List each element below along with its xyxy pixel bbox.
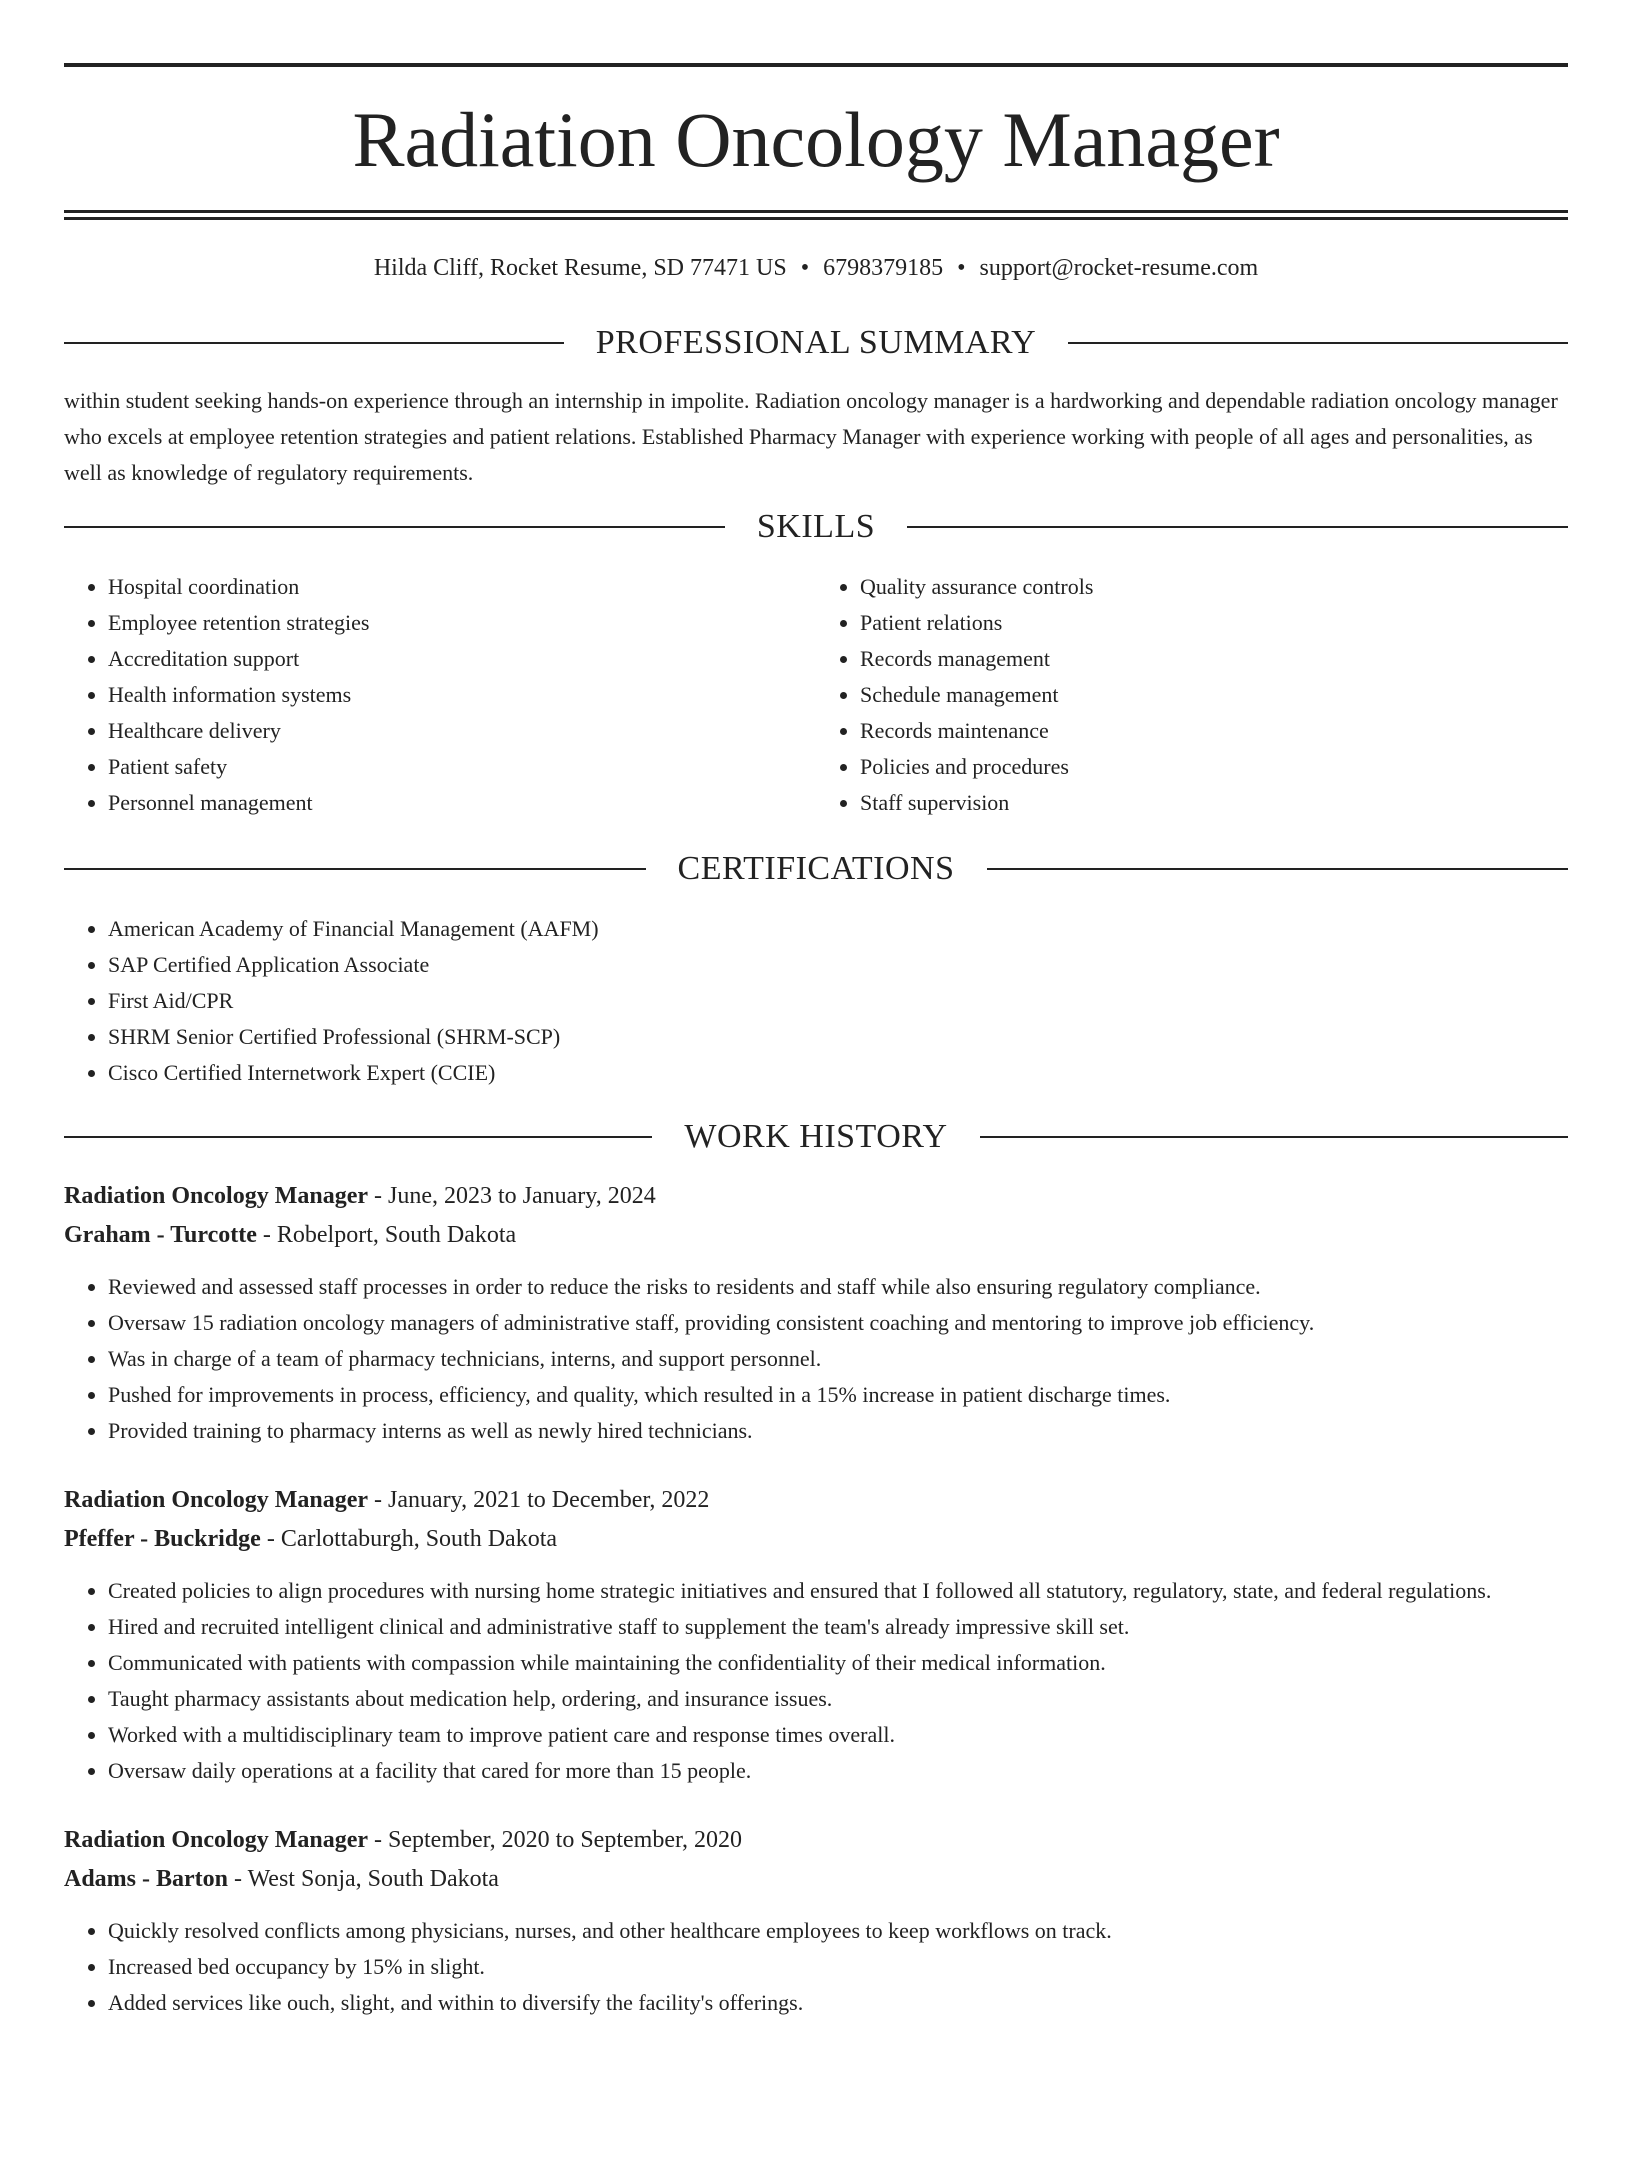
- heading-rule-left: [64, 1136, 652, 1138]
- job-company: Pfeffer - Buckridge: [64, 1526, 261, 1552]
- job-bullet: • Created policies to align procedures with nursing home strategic initiatives and ensured that I followed all statutory, regulatory, state, and federal regulations.: [108, 1573, 1568, 1609]
- job-bullets: [64, 1913, 1568, 2021]
- job-bullet: • Taught pharmacy assistants about medication help, ordering, and insurance issues.: [108, 1681, 1568, 1717]
- skill-item: • Accreditation support: [108, 641, 816, 677]
- skills-heading-label: SKILLS: [756, 508, 876, 545]
- work-history-heading: [64, 1117, 1568, 1157]
- job-company-line: [64, 1520, 1568, 1559]
- job-bullet: • Communicated with patients with compassion while maintaining the confidentiality of their medical information.: [108, 1645, 1568, 1681]
- job-dates: - June, 2023 to January, 2024: [368, 1183, 656, 1209]
- job-title: Radiation Oncology Manager: [64, 1827, 368, 1853]
- contact-line: [64, 253, 1568, 283]
- heading-rule-right: [987, 868, 1569, 870]
- skill-item: • Personnel management: [108, 785, 816, 821]
- job-bullet: • Pushed for improvements in process, efficiency, and quality, which resulted in a 15% increase in patient discharge times.: [108, 1377, 1568, 1413]
- summary-text: within student seeking hands-on experience through an internship in impolite. Radiation oncology manager is a hardworking and dependable radiation oncology manager who excels at employee retention strategies and patient relations. Established Pharmacy Manager with experience working with people of all ages and personalities, as well as knowledge of regulatory requirements.: [64, 388, 1558, 485]
- contact-address: Hilda Cliff, Rocket Resume, SD 77471 US: [373, 255, 787, 281]
- heading-rule-right: [980, 1136, 1568, 1138]
- heading-rule-left: [64, 868, 646, 870]
- job-dates: - September, 2020 to September, 2020: [368, 1827, 743, 1853]
- skill-item: • Policies and procedures: [860, 749, 1568, 785]
- work-history-heading-label: WORK HISTORY: [684, 1118, 948, 1155]
- job-location: - West Sonja, South Dakota: [228, 1866, 499, 1892]
- job-bullet: • Hired and recruited intelligent clinical and administrative staff to supplement the team's already impressive skill set.: [108, 1609, 1568, 1645]
- job-company-line: [64, 1860, 1568, 1899]
- skill-item: • Staff supervision: [860, 785, 1568, 821]
- job-entry: [64, 1177, 1568, 1449]
- skill-item: • Patient relations: [860, 605, 1568, 641]
- job-bullet: • Was in charge of a team of pharmacy technicians, interns, and support personnel.: [108, 1341, 1568, 1377]
- job-title-line: [64, 1821, 1568, 1860]
- skill-item: • Records maintenance: [860, 713, 1568, 749]
- contact-email: support@rocket-resume.com: [979, 255, 1259, 281]
- certification-item: • First Aid/CPR: [108, 983, 1568, 1019]
- job-location: - Robelport, South Dakota: [256, 1222, 517, 1248]
- certification-item: • American Academy of Financial Management (AAFM): [108, 911, 1568, 947]
- job-bullet: • Oversaw 15 radiation oncology managers of administrative staff, providing consistent coaching and mentoring to improve job efficiency.: [108, 1305, 1568, 1341]
- job-title-line: [64, 1481, 1568, 1520]
- heading-rule-left: [64, 526, 725, 528]
- skills-heading: [64, 507, 1568, 547]
- resume-page: [0, 63, 1632, 2175]
- certifications-list: [64, 911, 1568, 1091]
- job-bullet: • Reviewed and assessed staff processes in order to reduce the risks to residents and staff while also ensuring regulatory compliance.: [108, 1269, 1568, 1305]
- skill-item: • Records management: [860, 641, 1568, 677]
- skill-item: • Schedule management: [860, 677, 1568, 713]
- heading-rule-right: [1068, 342, 1568, 344]
- contact-separator: •: [800, 255, 810, 281]
- summary-heading: [64, 323, 1568, 363]
- skill-item: • Quality assurance controls: [860, 569, 1568, 605]
- job-bullet: • Added services like ouch, slight, and within to diversify the facility's offerings.: [108, 1985, 1568, 2021]
- skill-item: • Hospital coordination: [108, 569, 816, 605]
- job-company-line: [64, 1216, 1568, 1255]
- job-entry: [64, 1481, 1568, 1789]
- title-double-rule: [64, 210, 1568, 220]
- skills-columns: [64, 569, 1568, 821]
- job-bullets: [64, 1573, 1568, 1789]
- certifications-heading: [64, 849, 1568, 889]
- job-bullet: • Provided training to pharmacy interns as well as newly hired technicians.: [108, 1413, 1568, 1449]
- skill-item: • Employee retention strategies: [108, 605, 816, 641]
- certifications-heading-label: CERTIFICATIONS: [677, 850, 955, 887]
- skill-item: • Patient safety: [108, 749, 816, 785]
- job-bullets: [64, 1269, 1568, 1449]
- page-title: Radiation Oncology Manager: [352, 96, 1280, 183]
- skill-item: • Healthcare delivery: [108, 713, 816, 749]
- job-bullet: • Increased bed occupancy by 15% in slight.: [108, 1949, 1568, 1985]
- certification-item: • SAP Certified Application Associate: [108, 947, 1568, 983]
- job-bullet: • Oversaw daily operations at a facility that cared for more than 15 people.: [108, 1753, 1568, 1789]
- certification-item: • SHRM Senior Certified Professional (SHRM-SCP): [108, 1019, 1568, 1055]
- job-title-line: [64, 1177, 1568, 1216]
- job-bullet: • Worked with a multidisciplinary team to improve patient care and response times overall.: [108, 1717, 1568, 1753]
- summary-heading-label: PROFESSIONAL SUMMARY: [595, 324, 1037, 361]
- heading-rule-right: [907, 526, 1568, 528]
- skills-list-right: [816, 569, 1568, 821]
- certification-item: • Cisco Certified Internetwork Expert (CCIE): [108, 1055, 1568, 1091]
- top-rule: [64, 63, 1568, 67]
- job-title: Radiation Oncology Manager: [64, 1487, 368, 1513]
- contact-separator: •: [957, 255, 966, 281]
- skills-list-left: [64, 569, 816, 821]
- job-company: Adams - Barton: [64, 1866, 229, 1892]
- contact-phone: 6798379185: [823, 255, 944, 281]
- job-bullet: • Quickly resolved conflicts among physicians, nurses, and other healthcare employees to keep workflows on track.: [108, 1913, 1568, 1949]
- job-dates: - January, 2021 to December, 2022: [368, 1487, 710, 1513]
- skill-item: • Health information systems: [108, 677, 816, 713]
- job-title: Radiation Oncology Manager: [64, 1183, 368, 1209]
- heading-rule-left: [64, 342, 564, 344]
- job-entry: [64, 1821, 1568, 2021]
- job-company: Graham - Turcotte: [64, 1222, 257, 1248]
- job-location: - Carlottaburgh, South Dakota: [260, 1526, 558, 1552]
